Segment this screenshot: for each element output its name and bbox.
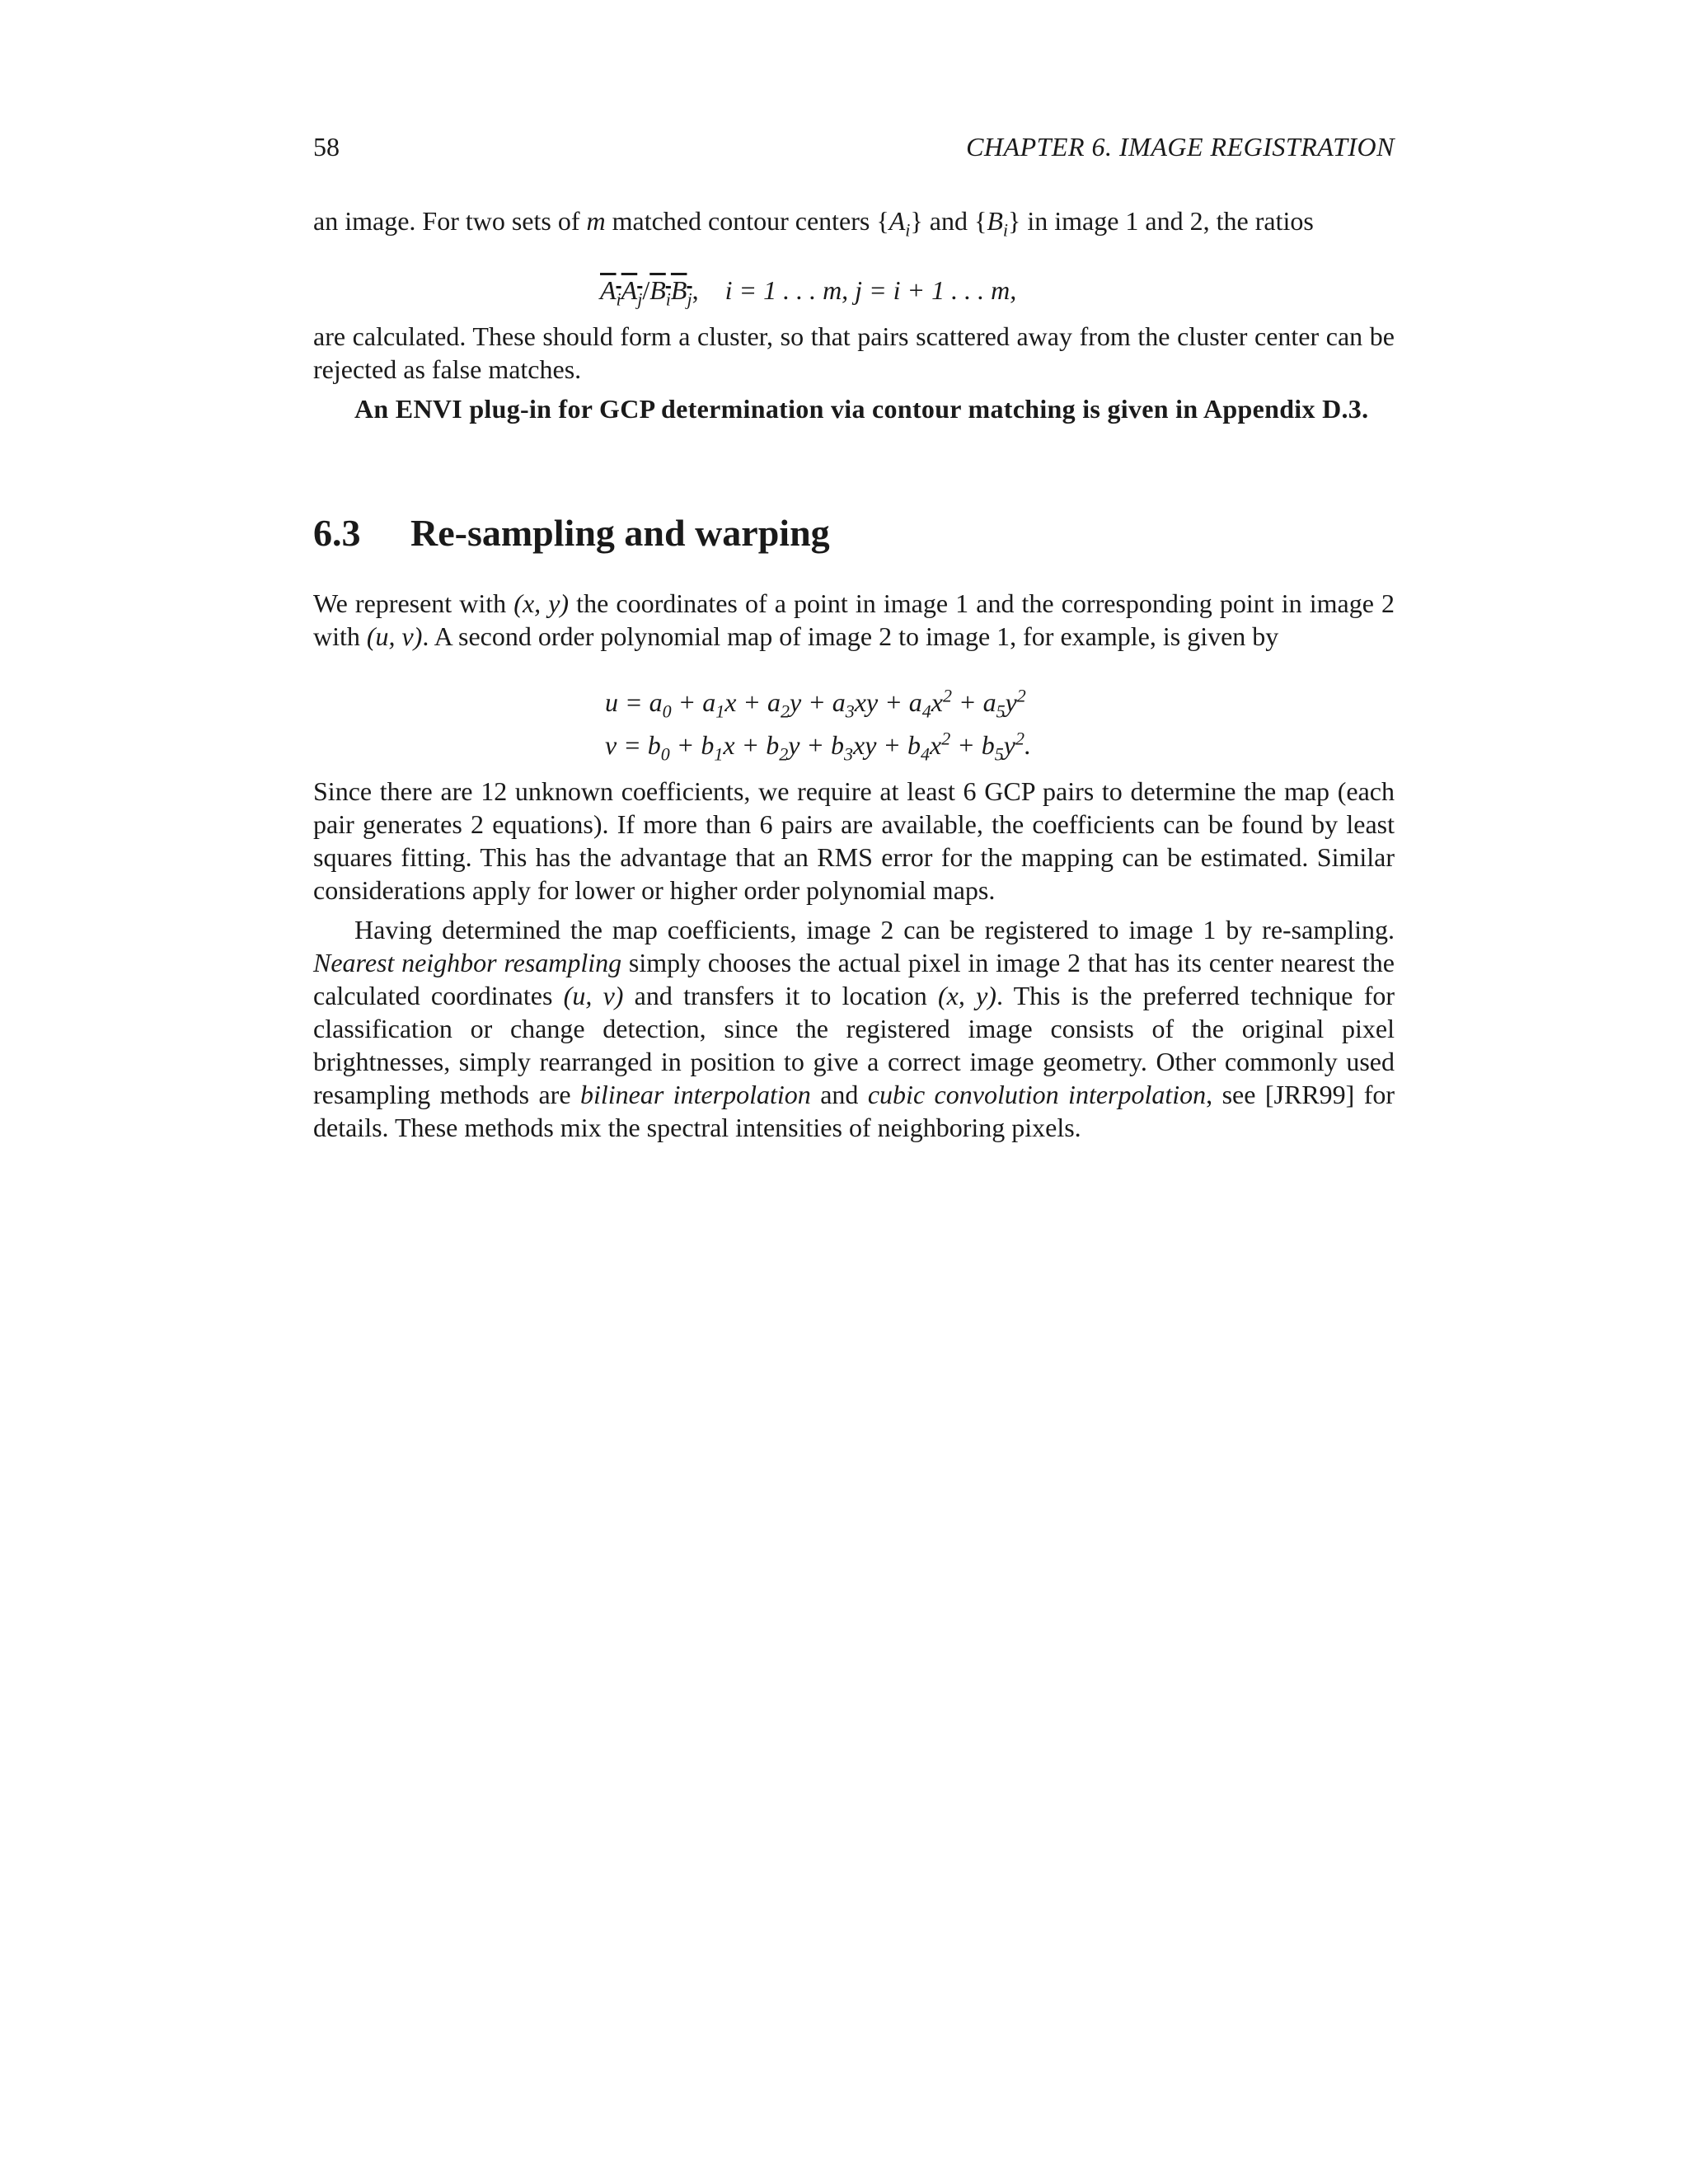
equation-v-polynomial: $v = b_0 + b_1x + b_2y + b_3xy + b_4x^2 + b_5y^2$.: [605, 728, 1031, 765]
para3-text-b: the coordinates of a point in image 1 and the corresponding point in image 2 with: [313, 588, 1395, 651]
para3-text-a: We represent with: [313, 588, 514, 618]
envi-plugin-note: An ENVI plug-in for GCP determination via contour matching is given in Appendix D.3.: [354, 394, 1369, 424]
para3-uv: (u, v): [366, 621, 423, 651]
para5-xy: (x, y): [937, 981, 996, 1010]
equation-ratio: $A_iA_j/B_iB_j$, i = 1 . . . m, j = i + 1 . . . m,: [600, 275, 1017, 310]
chapter-title: CHAPTER 6. IMAGE REGISTRATION: [966, 132, 1395, 162]
paragraph-resampling: [313, 913, 1395, 1144]
para5-text-d: . This is the preferred technique for classification or change detection, since the registered image consists of the original pixel brightnesses, simply rearranged in position to give a correct image geometry. Other commonly used resampling methods are: [313, 981, 1395, 1109]
para5-uv: (u, v): [563, 981, 624, 1010]
para5-em-b: bilinear interpolation: [579, 1080, 811, 1109]
para3-text-c: . A second order polynomial map of image 2 to image 1, for example, is given by: [422, 621, 1279, 651]
para5-text-e: and: [810, 1080, 868, 1109]
document-page: [313, 0, 1395, 2184]
para1-text-c: } and {: [910, 206, 987, 236]
para1-text-a: an image. For two sets of: [313, 206, 587, 236]
section-title: Re-sampling and warping: [410, 512, 830, 554]
paragraph-coefficients: Since there are 12 unknown coefficients, we require at least 6 GCP pairs to determine the map (each pair generates 2 equations). If more than 6 pairs are available, the coefficients can be found by least squares fitting. This has the advantage that an RMS error for the mapping can be estimated. Similar considerations apply for lower or higher order polynomial maps.: [313, 776, 1395, 905]
eq1-range: i = 1 . . . m, j = i + 1 . . . m,: [724, 275, 1017, 305]
para1-text-b: matched contour centers {: [605, 206, 889, 236]
paragraph-coordinates: [313, 587, 1395, 653]
para1-text-d: } in image 1 and 2, the ratios: [1007, 206, 1314, 236]
para5-text-a: Having determined the map coefficients, image 2 can be registered to image 1 by re-sampling.: [354, 915, 1395, 944]
para5-em-a: Nearest neighbor resampling: [313, 948, 622, 977]
paragraph-contour-ratios: an image. For two sets of m matched contour centers $\{A_i\}$ and $\{B_i\}$ in image 1 and 2, the ratios: [313, 206, 1314, 241]
page-number: 58: [313, 132, 340, 162]
eq2-line2: v = b: [605, 730, 661, 760]
equation-u-polynomial: $u = a_0 + a_1x + a_2y + a_3xy + a_4x^2 + a_5y^2$: [605, 685, 1026, 722]
para3-xy: (x, y): [513, 588, 570, 618]
eq1-ratio-right: B: [649, 275, 666, 305]
running-header: [313, 129, 1395, 165]
section-heading: [313, 507, 1395, 560]
para5-text-b: simply chooses the actual pixel in image 2 that has its center nearest the calculated coordinates: [313, 948, 1395, 1010]
eq1-ratio-left: A: [600, 275, 617, 305]
para1-bi: B: [987, 206, 1003, 236]
eq1-ratio-sep: /: [642, 275, 650, 305]
section-number: 6.3: [313, 512, 361, 554]
para1-ai: A: [889, 206, 906, 236]
para5-text-c: and transfers it to location: [623, 981, 938, 1010]
para1-m: m: [586, 206, 606, 236]
eq2-line1: u = a: [605, 687, 663, 717]
paragraph-cluster: are calculated. These should form a cluster, so that pairs scattered away from the cluster center can be rejected as false matches.: [313, 321, 1395, 384]
para5-em-c: cubic convolution interpolation: [867, 1080, 1207, 1109]
para5-text-f: , see [JRR99] for details. These methods mix the spectral intensities of neighboring pixels.: [313, 1080, 1395, 1142]
